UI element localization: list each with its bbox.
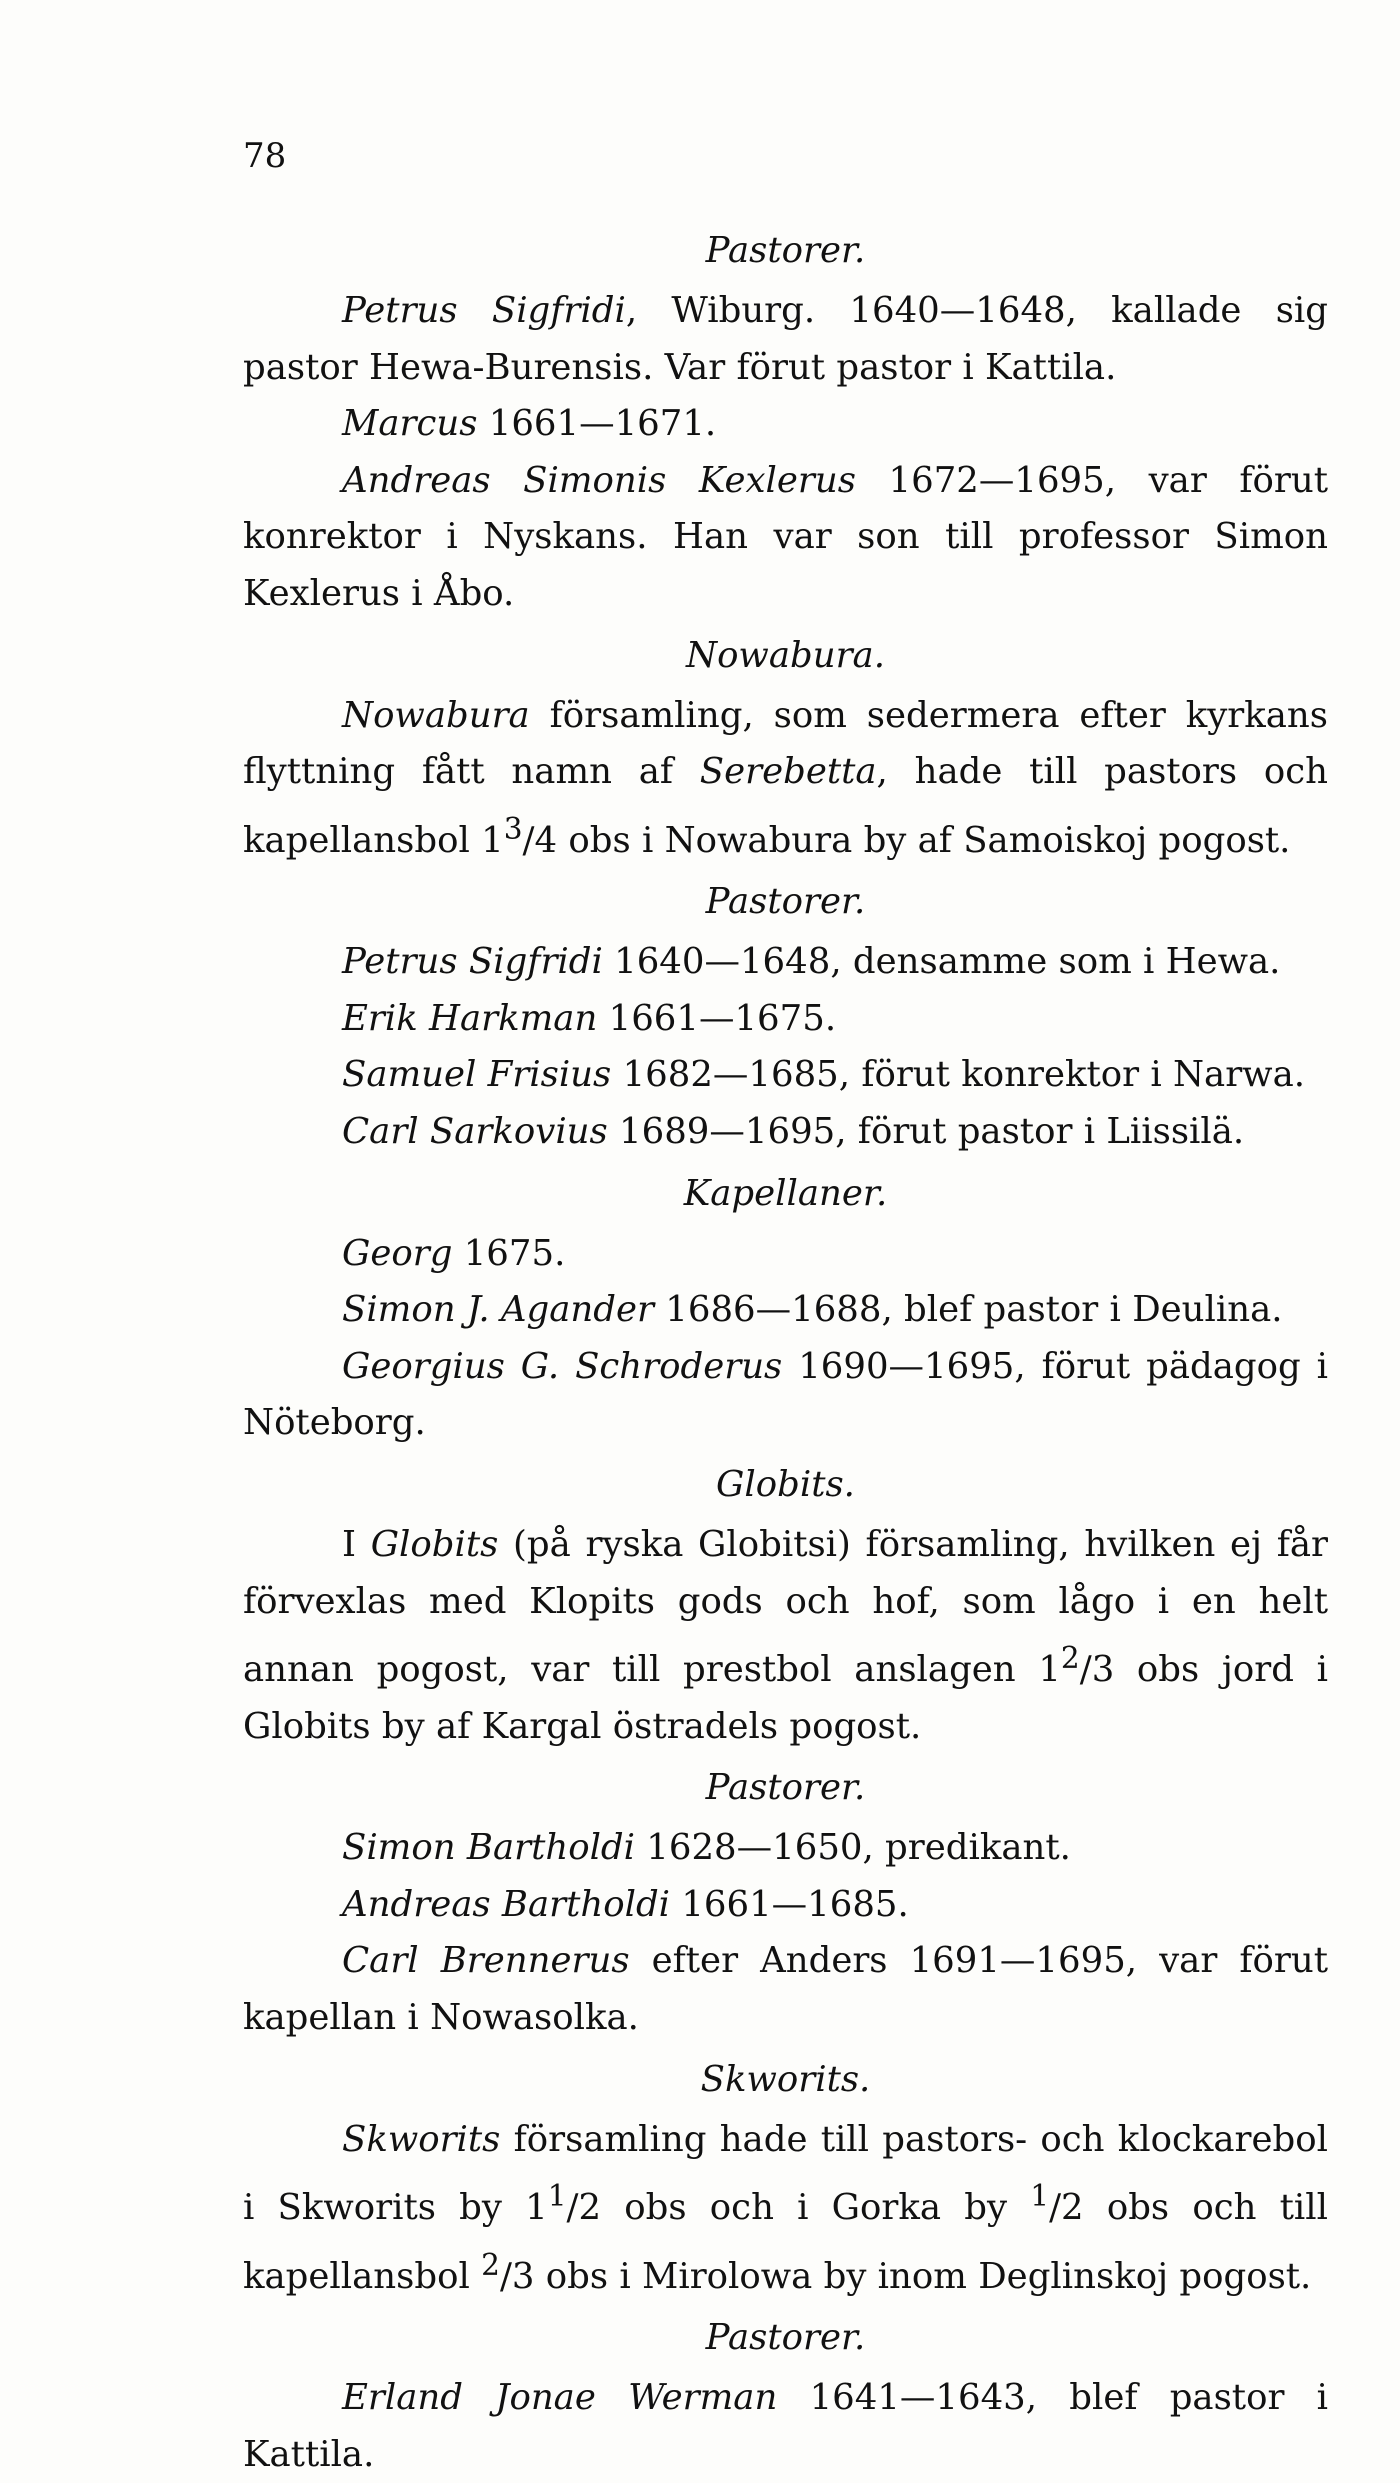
- person-name: Andreas Simonis Kexlerus: [342, 459, 856, 501]
- person-name: Erland Jonae Werman: [342, 2376, 778, 2418]
- fraction-numerator: 2: [481, 2247, 500, 2282]
- entry-text: 1661—1671.: [477, 403, 717, 445]
- person-name: Georg: [342, 1232, 453, 1274]
- section-heading: Kapellaner.: [683, 1172, 888, 1214]
- person-name: Erik Harkman: [342, 997, 598, 1039]
- section-heading: Pastorer.: [705, 1767, 866, 1809]
- page-text: [243, 218, 1328, 2483]
- page-number: 78: [243, 136, 287, 176]
- body-paragraph: [243, 2112, 1328, 2305]
- italic-term: Skworits: [342, 2118, 501, 2160]
- entry-text: 1661—1675.: [597, 997, 837, 1039]
- section-heading: Pastorer.: [705, 230, 866, 271]
- entry-text: 1690—1695, förut pädagog i Nöteborg.: [243, 1345, 1328, 1444]
- text-run: (på ryska Globitsi) församling, hvilken ej får förvexlas med Klopits gods och hof, som lågo i en helt annan pogost, var till prestbol anslagen 1: [243, 1523, 1328, 1690]
- person-name: Samuel Frisius: [342, 1054, 612, 1096]
- entry-paragraph: [243, 453, 1328, 623]
- entry-text: 1686—1688, blef pastor i Deulina.: [654, 1289, 1283, 1331]
- person-name: Petrus Sigfridi: [342, 941, 603, 983]
- entry-text: 1628—1650, predikant.: [635, 1827, 1071, 1869]
- entry-paragraph: [243, 1047, 1328, 1104]
- text-run: , hade till pastors och kapellansbol 1: [243, 751, 1328, 861]
- entry-paragraph: [243, 283, 1328, 396]
- entry-text: 1689—1695, förut pastor i Liissilä.: [607, 1110, 1245, 1152]
- italic-term: Globits: [370, 1523, 499, 1565]
- text-run: församling, som sedermera efter kyrkans flyttning fått namn af: [243, 694, 1328, 793]
- italic-term: Nowabura: [342, 694, 530, 736]
- person-name: Petrus Sigfridi: [342, 290, 626, 331]
- entry-paragraph: [243, 1226, 1328, 1283]
- section-heading: Pastorer.: [705, 881, 866, 923]
- fraction-numerator: 1: [1030, 2179, 1050, 2214]
- entry-text: 1672—1695, var förut konrektor i Nyskans. Han var son till professor Simon Kexlerus i Åbo.: [243, 459, 1328, 614]
- entry-paragraph: [243, 1339, 1328, 1452]
- fraction-numerator: 2: [1060, 1641, 1080, 1676]
- entry-text: 1661—1685.: [670, 1883, 909, 1925]
- entry-text: 1641—1643, blef pastor i Kattila.: [243, 2376, 1328, 2475]
- section-heading: Nowabura.: [686, 634, 885, 676]
- person-name: Andreas Bartholdi: [342, 1883, 671, 1925]
- entry-paragraph: [243, 1104, 1328, 1161]
- entry-paragraph: [243, 2370, 1328, 2483]
- text-run: /4 obs i Nowabura by af Samoiskoj pogost.: [522, 819, 1291, 861]
- person-name: Simon J. Agander: [342, 1289, 654, 1331]
- text-run: /3 obs jord i Globits by af Kargal östradels pogost.: [243, 1648, 1328, 1747]
- fraction-numerator: 1: [547, 2179, 567, 2214]
- entry-text: 1675.: [452, 1232, 566, 1274]
- person-name: Georgius G. Schroderus: [342, 1345, 783, 1387]
- text-run: /2 obs och i Gorka by: [566, 2186, 1031, 2228]
- fraction-numerator: 3: [503, 811, 523, 846]
- person-name: Carl Sarkovius: [342, 1110, 608, 1152]
- entry-paragraph: [243, 1820, 1328, 1877]
- section-heading: Skworits.: [700, 2058, 871, 2100]
- section-heading: Globits.: [716, 1463, 855, 1505]
- entry-paragraph: [243, 934, 1328, 991]
- body-paragraph: [243, 688, 1328, 870]
- person-name: Simon Bartholdi: [342, 1827, 636, 1869]
- section-heading: Pastorer.: [705, 2316, 866, 2358]
- text-run: I: [342, 1523, 371, 1565]
- text-run: församling hade till pastors- och klockarebol i Skworits by 1: [243, 2118, 1328, 2228]
- entry-text: efter Anders 1691—1695, var förut kapellan i Nowasolka.: [243, 1940, 1328, 2038]
- text-run: /3 obs i Mirolowa by inom Deglinskoj pogost.: [499, 2255, 1312, 2297]
- entry-paragraph: [243, 1877, 1328, 1934]
- entry-paragraph: [243, 1933, 1328, 2046]
- entry-text: , Wiburg. 1640—1648, kallade sig pastor Hewa-Burensis. Var förut pastor i Kattila.: [243, 290, 1329, 388]
- person-name: Marcus: [342, 403, 478, 445]
- body-paragraph: [243, 1517, 1328, 1755]
- entry-text: 1682—1685, förut konrektor i Narwa.: [611, 1054, 1306, 1096]
- entry-paragraph: [243, 1282, 1328, 1339]
- entry-paragraph: [243, 991, 1328, 1048]
- text-run: /2 obs och till kapellansbol: [243, 2186, 1328, 2297]
- entry-text: 1640—1648, densamme som i Hewa.: [602, 941, 1281, 983]
- entry-paragraph: [243, 396, 1328, 453]
- person-name: Carl Brennerus: [342, 1940, 630, 1982]
- italic-term: Serebetta: [699, 751, 877, 793]
